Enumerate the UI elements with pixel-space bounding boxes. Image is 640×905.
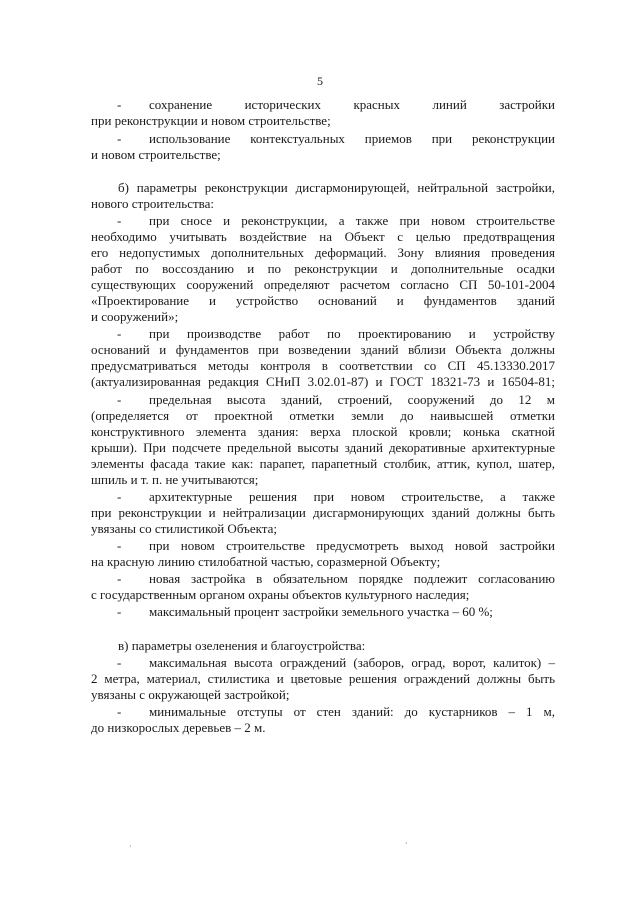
text-line: его недопустимых дополнительных деформаций. Зону влияния проведения [91, 245, 555, 260]
text-line: с государственным органом охраны объектов культурного наследия; [91, 587, 470, 602]
text-line: работ по воссозданию и по реконструкции и дополнительные осадки [91, 261, 555, 276]
text-line: существующих сооружений определяют расчетом согласно СП 50-101-2004 [91, 277, 555, 292]
text-line: максимальная высота ограждений (заборов, оград, ворот, калиток) – [149, 655, 555, 670]
section-heading: в) параметры озеленения и благоустройства: [118, 638, 366, 653]
list-dash: - [117, 326, 122, 341]
list-dash: - [117, 571, 122, 586]
section-heading: б) параметры реконструкции дисгармонирующей, нейтральной застройки, [118, 180, 555, 195]
text-line: предусматриваться методы контроля в соответствии со СП 45.13330.2017 [91, 358, 555, 373]
text-line: необходимо учитывать воздействие на Объект с целью предотвращения [91, 229, 555, 244]
list-dash: - [117, 131, 122, 146]
text-line: и сооружений»; [91, 309, 179, 324]
text-line: (актуализированная редакция СНиП 3.02.01-87) и ГОСТ 18321-73 и 16504-81; [91, 374, 555, 389]
scan-mark: · [405, 839, 408, 848]
text-line: при реконструкции и нейтрализации дисгармонирующих зданий должны быть [91, 505, 555, 520]
text-line: 2 метра, материал, стилистика и цветовые решения ограждений должны быть [91, 671, 555, 686]
text-line: при сносе и реконструкции, а также при новом строительстве [149, 213, 555, 228]
text-line: при новом строительстве предусмотреть выход новой застройки [149, 538, 555, 553]
text-line: при производстве работ по проектированию и устройству [149, 326, 555, 341]
list-dash: - [117, 213, 122, 228]
text-line: «Проектирование и устройство оснований и фундаментов зданий [91, 293, 555, 308]
text-line: до низкорослых деревьев – 2 м. [91, 720, 266, 735]
text-line: максимальный процент застройки земельного участка – 60 %; [149, 604, 493, 619]
text-line: сохранение исторических красных линий застройки [149, 97, 555, 112]
text-line: на красную линию стилобатной частью, соразмерной Объекту; [91, 554, 441, 569]
text-line: конструктивного элемента здания: верха плоской кровли; конька скатной [91, 424, 555, 439]
text-line: увязаны с окружающей застройкой; [91, 687, 290, 702]
text-line: использование контекстуальных приемов при реконструкции [149, 131, 555, 146]
text-line: минимальные отступы от стен зданий: до кустарников – 1 м, [149, 704, 555, 719]
text-line: (определяется от проектной отметки земли до наивысшей отметки [91, 408, 555, 423]
list-dash: - [117, 655, 122, 670]
list-dash: - [117, 97, 122, 112]
list-dash: - [117, 392, 122, 407]
text-line: архитектурные решения при новом строительстве, а также [149, 489, 555, 504]
text-line: новая застройка в обязательном порядке подлежит согласованию [149, 571, 555, 586]
list-dash: - [117, 489, 122, 504]
text-line: нового строительства: [91, 196, 214, 211]
list-dash: - [117, 604, 122, 619]
text-line: увязаны со стилистикой Объекта; [91, 521, 277, 536]
text-line: при реконструкции и новом строительстве; [91, 113, 331, 128]
text-line: и новом строительстве; [91, 147, 221, 162]
text-line: крыши). При подсчете предельной высоты зданий декоративные архитектурные [91, 440, 555, 455]
list-dash: - [117, 704, 122, 719]
page-number: 5 [317, 74, 323, 88]
text-line: шпиль и т. п. не учитываются; [91, 472, 259, 487]
text-line: элементы фасада такие как: парапет, парапетный столбик, аттик, купол, шатер, [91, 456, 555, 471]
text-line: предельная высота зданий, строений, сооружений до 12 м [149, 392, 555, 407]
scan-mark: · [129, 842, 132, 851]
list-dash: - [117, 538, 122, 553]
text-line: оснований и фундаментов при возведении зданий вблизи Объекта должны [91, 342, 555, 357]
